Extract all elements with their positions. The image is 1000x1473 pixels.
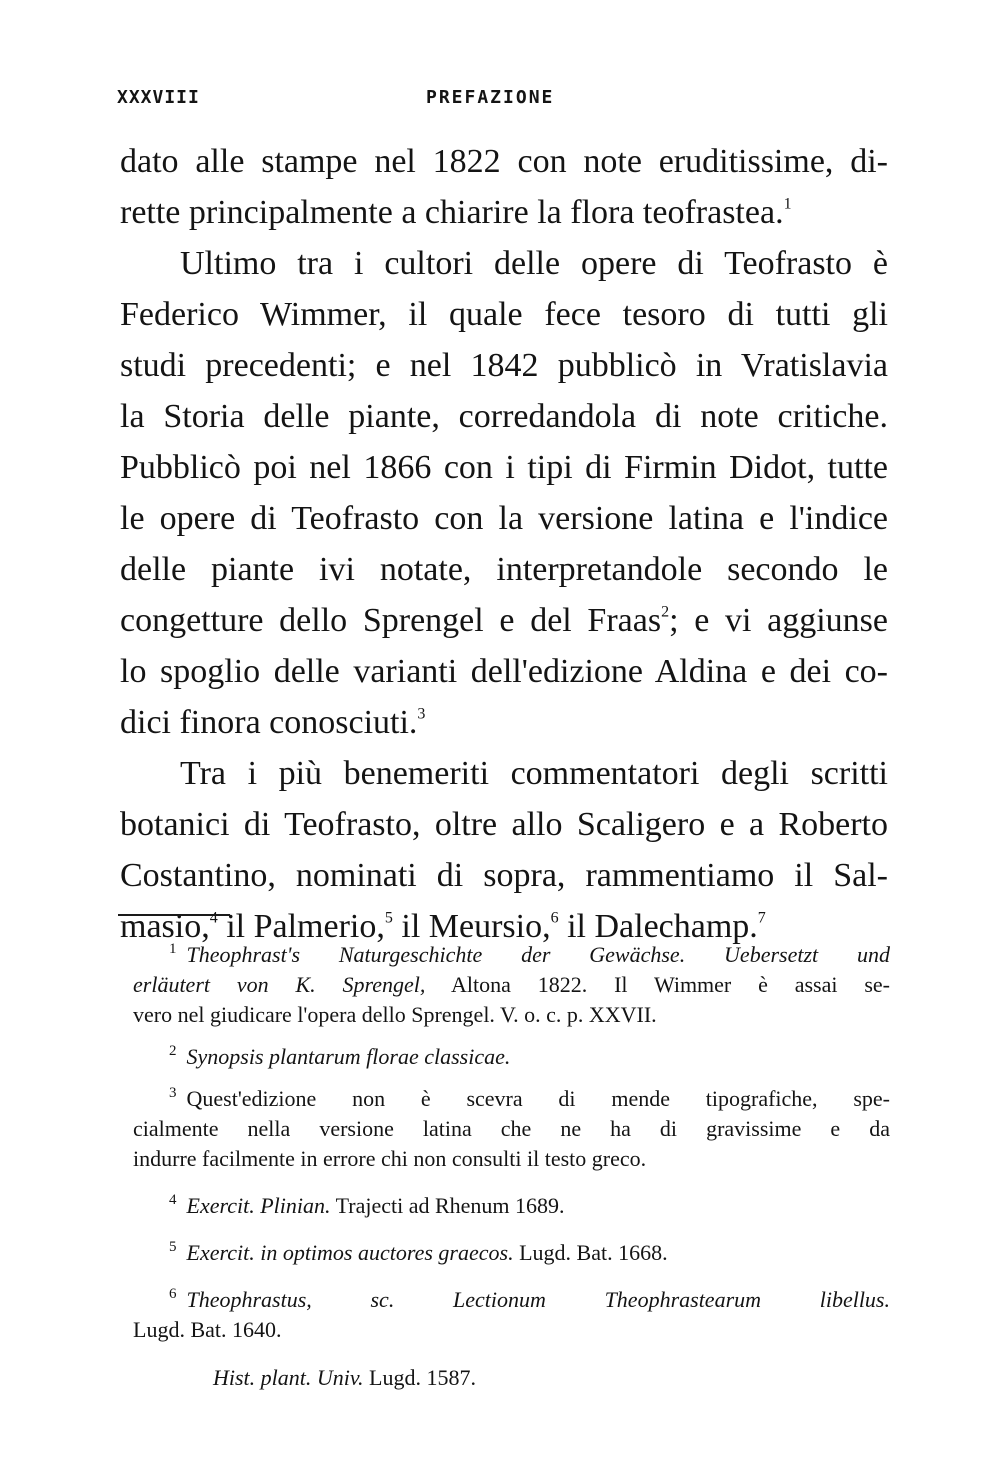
body-line bbox=[120, 697, 888, 748]
footnote-1-line-1 bbox=[133, 940, 890, 970]
footnote-3-line-2: cialmente nella versione latina che ne ha di gravissime e da bbox=[133, 1116, 890, 1141]
footnote-1-line-2 bbox=[133, 970, 890, 1000]
footnote-reference: 6 bbox=[550, 909, 559, 927]
footnote-4-text: Trajecti ad Rhenum 1689. bbox=[330, 1193, 565, 1218]
body-line bbox=[120, 136, 888, 187]
footnote-7-text: Lugd. 1587. bbox=[363, 1365, 476, 1390]
footnote-3-line-3: indurre facilmente in errore chi non consulti il testo greco. bbox=[133, 1146, 647, 1171]
footnote-1-text: Altona 1822. Il Wimmer è assai se- bbox=[425, 972, 890, 997]
footnote-reference: 7 bbox=[757, 909, 766, 927]
footnote-1-author: erläutert von K. Sprengel, bbox=[133, 972, 426, 997]
body-line bbox=[120, 187, 888, 238]
body-text-run: Pubblicò poi nel 1866 con i tipi di Firmin Didot, tutte bbox=[120, 449, 888, 486]
body-text-run: masio, bbox=[120, 908, 210, 945]
body-text-run: dato alle stampe nel 1822 con note eruditissime, di- bbox=[120, 143, 888, 180]
running-title: PREFAZIONE bbox=[426, 87, 555, 108]
footnote-7-title: Hist. plant. Univ. bbox=[213, 1365, 364, 1390]
footnote-4 bbox=[133, 1191, 890, 1221]
footnote-6-line-1 bbox=[133, 1285, 890, 1315]
body-line bbox=[120, 850, 888, 901]
body-line bbox=[120, 238, 888, 289]
body-line bbox=[120, 442, 888, 493]
body-text-run: botanici di Teofrasto, oltre allo Scaligero e a Roberto bbox=[120, 806, 888, 843]
footnote-3-line-1 bbox=[133, 1084, 890, 1114]
footnote-4-title: Exercit. Plinian. bbox=[186, 1193, 331, 1218]
footnote-5 bbox=[133, 1238, 890, 1268]
body-text-run: studi precedenti; e nel 1842 pubblicò in Vratislavia bbox=[120, 347, 888, 384]
body-text-run: il Meursio, bbox=[392, 908, 551, 945]
footnote-reference: 5 bbox=[384, 909, 393, 927]
footnote-reference: 3 bbox=[417, 705, 426, 723]
footnote-6-number: 6 bbox=[169, 1286, 177, 1302]
body-text-run: dici finora conosciuti. bbox=[120, 704, 418, 741]
footnote-reference: 1 bbox=[783, 195, 792, 213]
body-text-run: lo spoglio delle varianti dell'edizione Aldina e dei co- bbox=[120, 653, 888, 690]
footnote-6-line-2: Lugd. Bat. 1640. bbox=[133, 1317, 282, 1342]
body-text-run: il Palmerio, bbox=[217, 908, 385, 945]
footnote-3-text-1: Quest'edizione non è scevra di mende tipografiche, spe- bbox=[186, 1086, 890, 1111]
body-text-run: rette principalmente a chiarire la flora teofrastea. bbox=[120, 194, 784, 231]
footnote-5-title: Exercit. in optimos auctores graecos. bbox=[186, 1240, 514, 1265]
page-number: XXXVIII bbox=[117, 87, 200, 108]
body-text-run: ; e vi aggiunse bbox=[669, 602, 889, 639]
body-text-run: Costantino, nominati di sopra, rammentiamo il Sal- bbox=[120, 857, 888, 894]
body-line bbox=[120, 340, 888, 391]
footnote-4-number: 4 bbox=[169, 1192, 177, 1208]
footnote-2 bbox=[133, 1042, 890, 1072]
footnote-1-title: Theophrast's Naturgeschichte der Gewächse. Uebersetzt und bbox=[186, 942, 890, 967]
footnote-5-number: 5 bbox=[169, 1239, 177, 1255]
body-text-run: congetture dello Sprengel e del Fraas bbox=[120, 602, 662, 639]
body-text-run: delle piante ivi notate, interpretandole secondo le bbox=[120, 551, 888, 588]
footnote-1-number: 1 bbox=[169, 941, 177, 957]
footnote-6-title: Theophrastus, sc. Lectionum Theophrastearum libellus. bbox=[186, 1287, 890, 1312]
body-line bbox=[120, 544, 888, 595]
body-line bbox=[120, 646, 888, 697]
footnote-reference: 2 bbox=[661, 603, 670, 621]
body-line bbox=[120, 289, 888, 340]
footnote-7 bbox=[133, 1363, 890, 1393]
footnote-2-title: Synopsis plantarum florae classicae. bbox=[186, 1044, 511, 1069]
body-text-run: Tra i più benemeriti commentatori degli scritti bbox=[180, 755, 888, 792]
body-text bbox=[120, 136, 888, 952]
body-line bbox=[120, 595, 888, 646]
body-text-run: il Dalechamp. bbox=[558, 908, 758, 945]
body-line bbox=[120, 391, 888, 442]
footnote-3-number: 3 bbox=[169, 1085, 177, 1101]
footnote-5-text: Lugd. Bat. 1668. bbox=[513, 1240, 668, 1265]
body-line bbox=[120, 493, 888, 544]
body-text-run: le opere di Teofrasto con la versione latina e l'indice bbox=[120, 500, 888, 537]
footnote-rule bbox=[118, 914, 230, 916]
body-text-run: Federico Wimmer, il quale fece tesoro di tutti gli bbox=[120, 296, 888, 333]
footnote-1-line-3: vero nel giudicare l'opera dello Sprengel. V. o. c. p. XXVII. bbox=[133, 1002, 657, 1027]
footnote-reference: 4 bbox=[209, 909, 218, 927]
footnotes bbox=[133, 940, 890, 1393]
body-line bbox=[120, 748, 888, 799]
running-header bbox=[117, 87, 885, 117]
body-text-run: la Storia delle piante, corredandola di note critiche. bbox=[120, 398, 888, 435]
footnote-2-number: 2 bbox=[169, 1043, 177, 1059]
body-line bbox=[120, 799, 888, 850]
body-text-run: Ultimo tra i cultori delle opere di Teofrasto è bbox=[180, 245, 888, 282]
